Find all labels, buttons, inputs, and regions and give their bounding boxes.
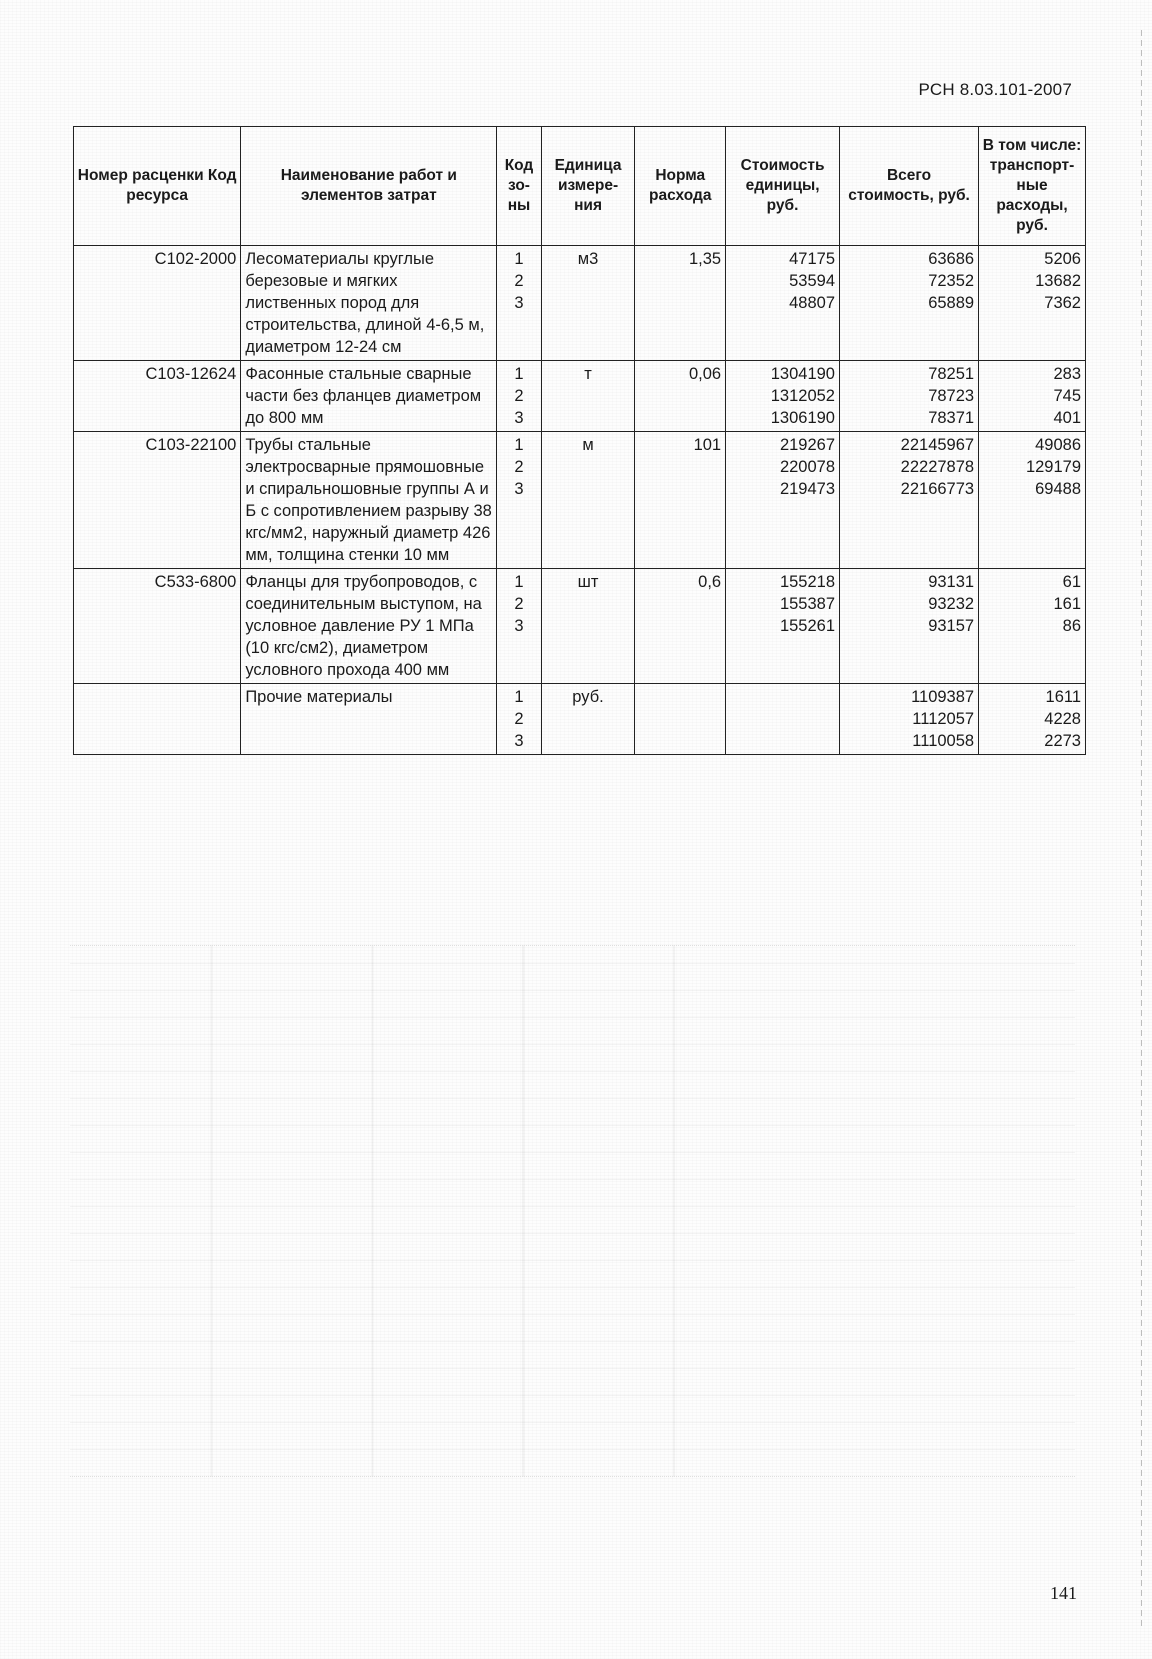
- page-number: 141: [1050, 1583, 1077, 1603]
- consumption-norm: 101: [635, 432, 726, 569]
- column-header-code: Номер расценки Код ресурса: [74, 127, 241, 246]
- column-header-name: Наименование работ и элементов затрат: [241, 127, 497, 246]
- table-row: [74, 684, 1086, 755]
- document-code: РСН 8.03.101-2007: [918, 80, 1072, 99]
- rate-code: С103-22100: [74, 432, 241, 569]
- unit-cost-cell: [726, 361, 840, 432]
- transport-cost: 2273: [1044, 732, 1081, 750]
- unit-cost: 1312052: [770, 387, 835, 405]
- column-header-unit-cost: Стоимость единицы, руб.: [726, 127, 840, 246]
- transport-cost: 129179: [1025, 458, 1081, 476]
- unit-cost: 48807: [789, 294, 835, 312]
- unit-cost: [730, 708, 835, 730]
- transport-cost: 4228: [1044, 710, 1081, 728]
- total-cost: 1109387: [911, 688, 975, 706]
- total-cost: 1110058: [912, 732, 975, 750]
- column-header-zone: Код зо-ны: [497, 127, 541, 246]
- unit-cost: 219473: [779, 480, 835, 498]
- zone-code: 3: [514, 294, 524, 312]
- table-row: [74, 361, 1086, 432]
- transport-cost: 61: [1062, 573, 1081, 591]
- transport-cost: 401: [1053, 409, 1081, 427]
- zone-code: 2: [514, 272, 524, 290]
- transport-cost: 7362: [1044, 294, 1081, 312]
- unit-cost: 53594: [789, 272, 835, 290]
- unit-of-measure: шт: [541, 569, 635, 684]
- work-name: Прочие материалы: [241, 684, 497, 755]
- zone-codes: [497, 361, 541, 432]
- unit-of-measure: м3: [541, 246, 635, 361]
- zone-code: 1: [514, 250, 524, 268]
- transport-cost-cell: [979, 569, 1086, 684]
- unit-of-measure: м: [541, 432, 635, 569]
- zone-code: 2: [514, 710, 524, 728]
- unit-cost: 220078: [779, 458, 835, 476]
- transport-cost: 1611: [1045, 688, 1081, 706]
- zone-code: 3: [514, 617, 524, 635]
- total-cost: 1112057: [912, 710, 975, 728]
- rate-code: С533-6800: [74, 569, 241, 684]
- work-name: Трубы стальные электросварные прямошовные и спиральношовные группы А и Б с сопротивлением разрыву 38 кгс/мм2, наружный диаметр 426 мм, толщина стенки 10 мм: [241, 432, 497, 569]
- consumption-norm: 0,6: [635, 569, 726, 684]
- table-header-row: [74, 127, 1086, 246]
- total-cost-cell: [840, 361, 979, 432]
- total-cost: 22227878: [900, 458, 975, 476]
- total-cost: 93157: [928, 617, 975, 635]
- zone-code: 3: [514, 732, 524, 750]
- zone-codes: [497, 246, 541, 361]
- zone-codes: [497, 432, 541, 569]
- column-header-norm: Норма расхода: [635, 127, 726, 246]
- rate-code: С103-12624: [74, 361, 241, 432]
- transport-cost: 283: [1053, 365, 1081, 383]
- total-cost: 22166773: [900, 480, 975, 498]
- transport-cost: 86: [1062, 617, 1081, 635]
- column-header-total-cost: Всего стоимость, руб.: [840, 127, 979, 246]
- consumption-norm: [635, 684, 726, 755]
- total-cost-cell: [840, 246, 979, 361]
- zone-code: 1: [514, 436, 524, 454]
- unit-cost: [730, 686, 835, 708]
- unit-cost: 1306190: [770, 409, 835, 427]
- total-cost: 22145967: [900, 436, 975, 454]
- unit-cost-cell: [726, 684, 840, 755]
- zone-codes: [497, 569, 541, 684]
- table-row: [74, 569, 1086, 684]
- table-row: [74, 432, 1086, 569]
- rate-code: С102-2000: [74, 246, 241, 361]
- total-cost: 72352: [928, 272, 975, 290]
- transport-cost: 69488: [1035, 480, 1081, 498]
- transport-cost-cell: [979, 246, 1086, 361]
- work-name: Фасонные стальные сварные части без фланцев диаметром до 800 мм: [241, 361, 497, 432]
- zone-code: 1: [514, 365, 524, 383]
- transport-cost-cell: [979, 684, 1086, 755]
- zone-code: 3: [514, 480, 524, 498]
- table-row: [74, 246, 1086, 361]
- bleed-through-shadow: [70, 945, 1075, 1477]
- consumption-norm: 0,06: [635, 361, 726, 432]
- zone-code: 2: [514, 595, 524, 613]
- zone-code: 1: [514, 688, 524, 706]
- unit-cost: 219267: [779, 436, 835, 454]
- total-cost-cell: [840, 569, 979, 684]
- total-cost: 78723: [928, 387, 975, 405]
- transport-cost: 161: [1053, 595, 1081, 613]
- unit-cost: 1304190: [770, 365, 835, 383]
- rates-table: [73, 126, 1086, 755]
- transport-cost: 5206: [1044, 250, 1081, 268]
- total-cost: 93232: [928, 595, 975, 613]
- unit-of-measure: т: [541, 361, 635, 432]
- zone-codes: [497, 684, 541, 755]
- column-header-transport: В том числе: транспорт-ные расходы, руб.: [979, 127, 1086, 246]
- transport-cost: 13682: [1035, 272, 1081, 290]
- total-cost: 78251: [928, 365, 975, 383]
- zone-code: 3: [514, 409, 524, 427]
- unit-cost-cell: [726, 569, 840, 684]
- consumption-norm: 1,35: [635, 246, 726, 361]
- total-cost-cell: [840, 432, 979, 569]
- total-cost-cell: [840, 684, 979, 755]
- unit-of-measure: руб.: [541, 684, 635, 755]
- zone-code: 2: [514, 387, 524, 405]
- transport-cost: 745: [1053, 387, 1081, 405]
- total-cost: 63686: [928, 250, 975, 268]
- unit-cost: 155387: [779, 595, 835, 613]
- rate-code: [74, 684, 241, 755]
- column-header-unit: Единица измере-ния: [541, 127, 635, 246]
- transport-cost: 49086: [1035, 436, 1081, 454]
- zone-code: 2: [514, 458, 524, 476]
- total-cost: 78371: [928, 409, 975, 427]
- unit-cost-cell: [726, 432, 840, 569]
- unit-cost: 155218: [779, 573, 835, 591]
- page-edge-line: [1141, 30, 1142, 1630]
- total-cost: 65889: [928, 294, 975, 312]
- unit-cost: 47175: [789, 250, 835, 268]
- unit-cost-cell: [726, 246, 840, 361]
- transport-cost-cell: [979, 361, 1086, 432]
- work-name: Фланцы для трубопроводов, с соединительным выступом, на условное давление РУ 1 МПа (10 кгс/см2), диаметром условного прохода 400 мм: [241, 569, 497, 684]
- unit-cost: [730, 730, 835, 752]
- unit-cost: 155261: [779, 617, 835, 635]
- total-cost: 93131: [928, 573, 975, 591]
- work-name: Лесоматериалы круглые березовые и мягких лиственных пород для строительства, длиной 4-6,5 м, диаметром 12-24 см: [241, 246, 497, 361]
- zone-code: 1: [514, 573, 524, 591]
- transport-cost-cell: [979, 432, 1086, 569]
